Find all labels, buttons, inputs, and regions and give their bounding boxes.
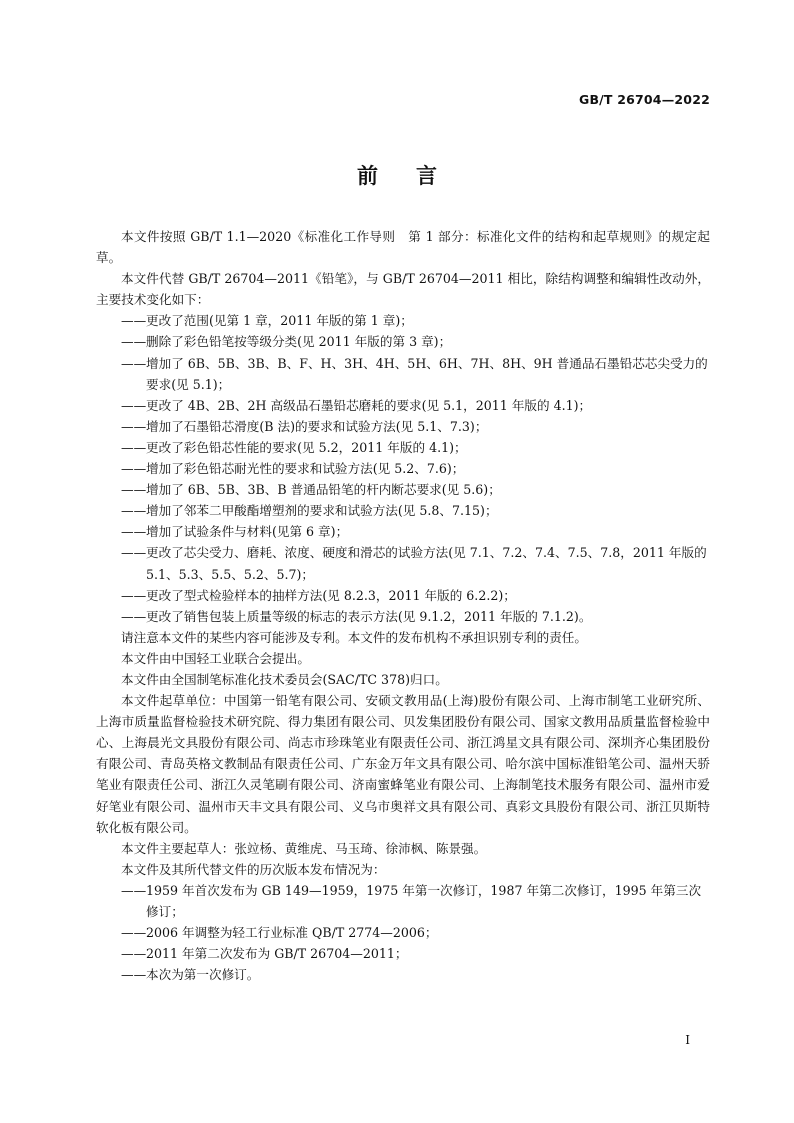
list-item: ——1959 年首次发布为 GB 149—1959，1975 年第一次修订，1987 年第二次修订，1995 年第三次修订； (121, 880, 710, 922)
list-item: ——2011 年第二次发布为 GB/T 26704—2011； (121, 943, 710, 964)
foreword-body (96, 226, 710, 985)
dash-marker: —— (121, 503, 147, 519)
page-title: 前言 (357, 164, 475, 188)
dash-marker: —— (121, 967, 147, 983)
list-item: ——增加了彩色铅芯耐光性的要求和试验方法(见 5.2、7.6)； (121, 458, 710, 479)
list-item: ——更改了销售包装上质量等级的标志的表示方法(见 9.1.2，2011 年版的 7.1.2)。 (121, 606, 710, 627)
list-item: ——增加了试验条件与材料(见第 6 章)； (121, 521, 710, 542)
list-item: ——更改了芯尖受力、磨耗、浓度、硬度和滑芯的试验方法(见 7.1、7.2、7.4、7.5、7.8，2011 年版的 5.1、5.3、5.5、5.2、5.7)； (121, 542, 710, 584)
list-item: ——增加了 6B、5B、3B、B 普通品铅笔的杆内断芯要求(见 5.6)； (121, 479, 710, 500)
list-item: ——更改了 4B、2B、2H 高级品石墨铅芯磨耗的要求(见 5.1，2011 年版的 4.1)； (121, 395, 710, 416)
dash-marker: —— (121, 524, 147, 540)
dash-marker: —— (121, 587, 147, 603)
list-item: ——更改了范围(见第 1 章，2011 年版的第 1 章)； (121, 310, 710, 331)
list-item: ——2006 年调整为轻工行业标准 QB/T 2774—2006； (121, 922, 710, 943)
standard-number: GB/T 26704—2022 (578, 92, 710, 107)
page-number: I (685, 1033, 690, 1047)
dash-marker: —— (121, 313, 147, 329)
list-item: ——本次为第一次修订。 (121, 964, 710, 985)
proposed-by: 本文件由中国轻工业联合会提出。 (121, 650, 310, 666)
list-item: ——删除了彩色铅笔按等级分类(见 2011 年版的第 3 章)； (121, 331, 710, 352)
dash-marker: —— (121, 925, 147, 941)
drafting-units: 本文件起草单位：中国第一铅笔有限公司、安硕文教用品(上海)股份有限公司、上海市制笔工业研究所、上海市质量监督检验技术研究院、得力集团有限公司、贝发集团股份有限公司、国家文教用品质量监督检验中心、上海晨光文具股份有限公司、尚志市珍珠笔业有限责任公司、浙江鸿星文具有限公司、深圳齐心集团股份有限公司、青岛英格文教制品有限责任公司、广东金万年文具有限公司、哈尔滨中国标准铅笔公司、温州天骄笔业有限责任公司、浙江久灵笔刷有限公司、济南蜜蜂笔业有限公司、上海制笔技术服务有限公司、温州市爱好笔业有限公司、温州市天丰文具有限公司、义乌市奥祥文具有限公司、真彩文具股份有限公司、浙江贝斯特软化板有限公司。 (96, 693, 710, 835)
dash-marker: —— (121, 418, 147, 434)
dash-marker: —— (121, 946, 147, 962)
list-item: ——增加了 6B、5B、3B、B、F、H、3H、4H、5H、6H、7H、8H、9H 普通品石墨铅芯芯尖受力的要求(见 5.1)； (121, 353, 710, 395)
dash-marker: —— (121, 482, 147, 498)
technical-changes-list (96, 310, 710, 626)
dash-marker: —— (121, 882, 147, 898)
list-item: ——增加了石墨铅芯滑度(B 法)的要求和试验方法(见 5.1、7.3)； (121, 416, 710, 437)
dash-marker: —— (121, 397, 147, 413)
history-intro: 本文件及其所代替文件的历次版本发布情况为： (121, 861, 386, 877)
patent-notice: 请注意本文件的某些内容可能涉及专利。本文件的发布机构不承担识别专利的责任。 (121, 629, 587, 645)
dash-marker: —— (121, 334, 147, 350)
drafting-rule-paragraph: 本文件按照 GB/T 1.1—2020《标准化工作导则 第 1 部分：标准化文件的结构和起草规则》的规定起草。 (96, 229, 710, 266)
dash-marker: —— (121, 608, 147, 624)
dash-marker: —— (121, 355, 147, 371)
dash-marker: —— (121, 461, 147, 477)
dash-marker: —— (121, 439, 147, 455)
main-drafters: 本文件主要起草人：张竝杨、黄维虎、马玉琦、徐沛枫、陈景强。 (121, 840, 487, 856)
dash-marker: —— (121, 545, 147, 561)
centralized-by: 本文件由全国制笔标准化技术委员会(SAC/TC 378)归口。 (121, 671, 448, 687)
replacement-paragraph: 本文件代替 GB/T 26704—2011《铅笔》，与 GB/T 26704—2011 相比，除结构调整和编辑性改动外，主要技术变化如下： (96, 271, 710, 308)
list-item: ——更改了彩色铅芯性能的要求(见 5.2，2011 年版的 4.1)； (121, 437, 710, 458)
history-list (96, 880, 710, 985)
list-item: ——更改了型式检验样本的抽样方法(见 8.2.3，2011 年版的 6.2.2)； (121, 585, 710, 606)
list-item: ——增加了邻苯二甲酸酯增塑剂的要求和试验方法(见 5.8、7.15)； (121, 500, 710, 521)
